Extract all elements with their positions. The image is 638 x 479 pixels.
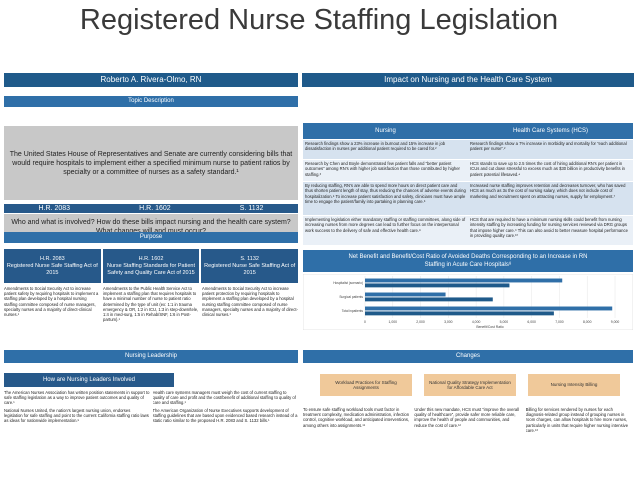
bill-name [6, 256, 99, 277]
leadership-text: Health care systems managers must weigh the cost of current staffing to quality of care and profit and the cost/benefit of additional staffing to quality of care and staffing.¹ [152, 390, 296, 406]
table-row [303, 182, 633, 216]
x-tick-label: 2,000 [416, 320, 425, 324]
impact-header-bar: Impact on Nursing and the Health Care System [302, 73, 634, 87]
changes-head: Nursing Intensity Billing [528, 374, 620, 396]
leadership-text: The American Nurses Association has written position statements in support to safe staffing legislation as a way to improve patient outcomes and quality of care.¹ [4, 390, 150, 406]
table-cell: Research by Chen and Boyle demonstrated few patient falls and “better patient outcomes” among RN’s with higher job satisfaction than those contributed by higher staffing.³ [303, 160, 468, 182]
changes-header: Changes [303, 350, 633, 363]
bill-name-line: H.R. 1602 [138, 255, 164, 262]
purpose-bill-text: Amendments to Social Security Act to increase patient protection by requiring hospitals to implement a staffing plan developed by a hospital nursing staffing committee composed of nurse managers, specialty nurses and a majority of direct-clinical nurses.¹ [202, 286, 298, 318]
purpose-header: Purpose [4, 232, 298, 243]
bill-name-line: S. 1132 [240, 255, 259, 262]
changes-text: To ensure safe staffing workload tools must factor in treatment complexity, medication administration, infection control, cognitive workload, and anticipated interventions, among others into assignments.¹¹ [303, 407, 410, 428]
bill-name-line: Registered Nurse Safe Staffing Act of 2015 [6, 262, 98, 276]
table-row [303, 216, 633, 246]
table-cell: Research findings show a 23% increase in burnout and 15% increase in job dissatisfaction in nurses per additional patient required to be cared for.² [303, 140, 468, 160]
bill-name-line: H.R. 2083 [39, 255, 65, 262]
purpose-bill-head [201, 249, 298, 283]
topic-description [4, 126, 298, 200]
page-title: Registered Nurse Staffing Legislation [79, 4, 559, 36]
table-row [303, 160, 633, 182]
bill-label: H.R. 1602 [139, 205, 171, 212]
bill-label: S. 1132 [239, 205, 264, 212]
leadership-header: Nursing Leadership [4, 350, 298, 363]
topic-question-text: Who and what is involved? How do these bills impact nursing and the health care system? [11, 219, 291, 226]
bill-name [203, 256, 296, 277]
table-cell: By reducing staffing, RN’s are able to spend more hours on direct patient care and thus shorten patient length of stay, thus reducing the chances of adverse events during hospitalization.⁵ To increase patient satisfaction and safety, clinicians must have ample time to engage the patient/family into partaking in planning care.⁶ [303, 182, 468, 216]
leadership-text: National Nurses United, the nation’s largest nursing union, endorses legislation for safe staffing and point to the current California staffing ratio laws as ideas for nationwide implementation.⁵ [4, 407, 149, 424]
bar [365, 297, 493, 301]
bar [365, 283, 509, 287]
changes-head: National Quality Strategy Implementation for Affordable Care Act [424, 374, 516, 396]
chart-title: Net Benefit and Benefit/Cost Ratio of Avoided Deaths Corresponding to an Increase in RN Staffing in Acute Care Hospitals⁸ [303, 250, 633, 272]
x-tick-label: 7,000 [555, 320, 564, 324]
topic-description-text: The United States House of Representatives and Senate are currently considering bills that would require hospitals to implement either a specified minimum nurse to patient ratios by specialty or a committee of nurses as a safety standard.¹ [9, 150, 293, 176]
purpose-bill-text: Amendments to the Public Health Service Act to implement a staffing plan that requires hospitals to have a minimal number of nurse to patient ratio determined by the type of unit (ex: 1:1 in trauma emergency & OR, 1:2 in ICU, 1:3 in step-down/tele, 1:4 in med-surg, 1:5 in Rehab/SNF, 1:6 in Post-partum).¹ [103, 286, 199, 323]
bill-name-line: Registered Nurse Safe Staffing Act of 2015 [204, 262, 296, 276]
table-cell: HCS that are required to have a minimum nursing skills could benefit from nursing intensity staffing by increasing funding for nursing services reviewed via DRG groups that impose higher care.⁹ This can also avoid to better measure hospital performance in providing quality care.¹⁰ [468, 216, 633, 246]
leadership-body [4, 390, 298, 442]
x-tick-label: 6,000 [527, 320, 536, 324]
table-cell: HCS stands to save up to 2.5 times the cost of hiring additional RN’s per patient in ICUs and cut down stressful to excess much as $30 billion in productivity benefits in patient potential lifesaved.⁴ [468, 160, 633, 182]
purpose-bill-head [103, 249, 200, 283]
x-tick-label: 5,000 [499, 320, 509, 324]
bar [365, 311, 554, 315]
category-label: Surgical patients [339, 295, 363, 299]
bill-name-line: Nurse Staffing Standards for Patient Safety and Quality Care Act of 2015 [107, 262, 195, 276]
author-bar: Roberto A. Rivera-Olmo, RN [4, 73, 298, 87]
x-axis-label: Benefit/Cost Ratio [476, 325, 504, 329]
x-tick-label: 3,000 [444, 320, 453, 324]
bar [365, 307, 612, 311]
purpose-bill-heads [4, 249, 298, 283]
changes-text: Billing for services rendered by nurses for each diagnosis-related group instead of grouping nurses in room charges, can allow hospitals to hire more nurses, particularly in units that require higher nursing intensive care.¹³ [525, 407, 629, 433]
leadership-left [4, 390, 150, 442]
bill-strip [4, 204, 298, 213]
category-label: Hospitalist (scenario) [333, 281, 363, 285]
net-benefit-chart [303, 274, 633, 330]
table-cell: Increased nurse staffing improves retention and decreases turnover, who has saved HCS as much as 3x the cost of nursing salary, which does not include cost of marketing and recruitment spent on attracting nurses, supply for employment.⁷ [468, 182, 633, 216]
table-cell: Research findings show a 7% increase in morbidity and mortality for “each additional patient per nurse”.² [468, 140, 633, 160]
purpose-bill-texts [4, 286, 298, 330]
x-tick-label: 0 [364, 320, 366, 324]
bill-name [105, 256, 198, 277]
leadership-subheader: How are Nursing Leaders Involved [4, 373, 174, 387]
x-tick-label: 8,000 [582, 320, 592, 324]
x-tick-label: 1,000 [388, 320, 398, 324]
impact-table-header [303, 123, 633, 139]
purpose-bill-head [4, 249, 101, 283]
category-label: Total inpatients [341, 309, 363, 313]
table-row [303, 140, 633, 160]
bar [365, 293, 446, 297]
leadership-right [153, 390, 299, 442]
leadership-text: The American Organization of Nurse Executives supports development of staffing guidelines that are based upon evidenced based research instead of a static ratio similar to the proposed H.R. 2083 and S. 1132 bills.¹ [152, 407, 298, 424]
impact-col-hcs: Health Care Systems (HCS) [468, 123, 633, 139]
purpose-bill-text: Amendments to Social Security Act to increase patient safety by requiring hospitals to implement a staffing plan developed by a hospital nursing staffing committee composed of nurse managers, specialty nurses and a majority of direct-clinical nurses.¹ [4, 286, 99, 318]
bar [365, 279, 562, 283]
x-tick-label: 4,000 [471, 320, 481, 324]
table-cell: Implementing legislation either mandatory staffing or staffing committees, along side of increasing nurses from more degrees can lead to further focus on the interpersonal work success to the delivery of safe and effective health care.⁸ [303, 216, 468, 246]
x-tick-label: 9,000 [610, 320, 620, 324]
bill-label: H.R. 2083 [38, 205, 71, 212]
changes-text: Under this new mandate, HCS must “improve the overall quality of healthcare”, provide safer more reliable care, improve the health of people and communities, and reduce the cost of care.¹² [414, 407, 520, 428]
topic-header: Topic Description [4, 96, 298, 107]
changes-texts [303, 407, 633, 451]
changes-heads [320, 374, 620, 396]
impact-col-nursing: Nursing [303, 123, 468, 139]
changes-head: Workload Practices for Staffing Assignments [320, 374, 412, 396]
impact-table-body [303, 140, 633, 246]
